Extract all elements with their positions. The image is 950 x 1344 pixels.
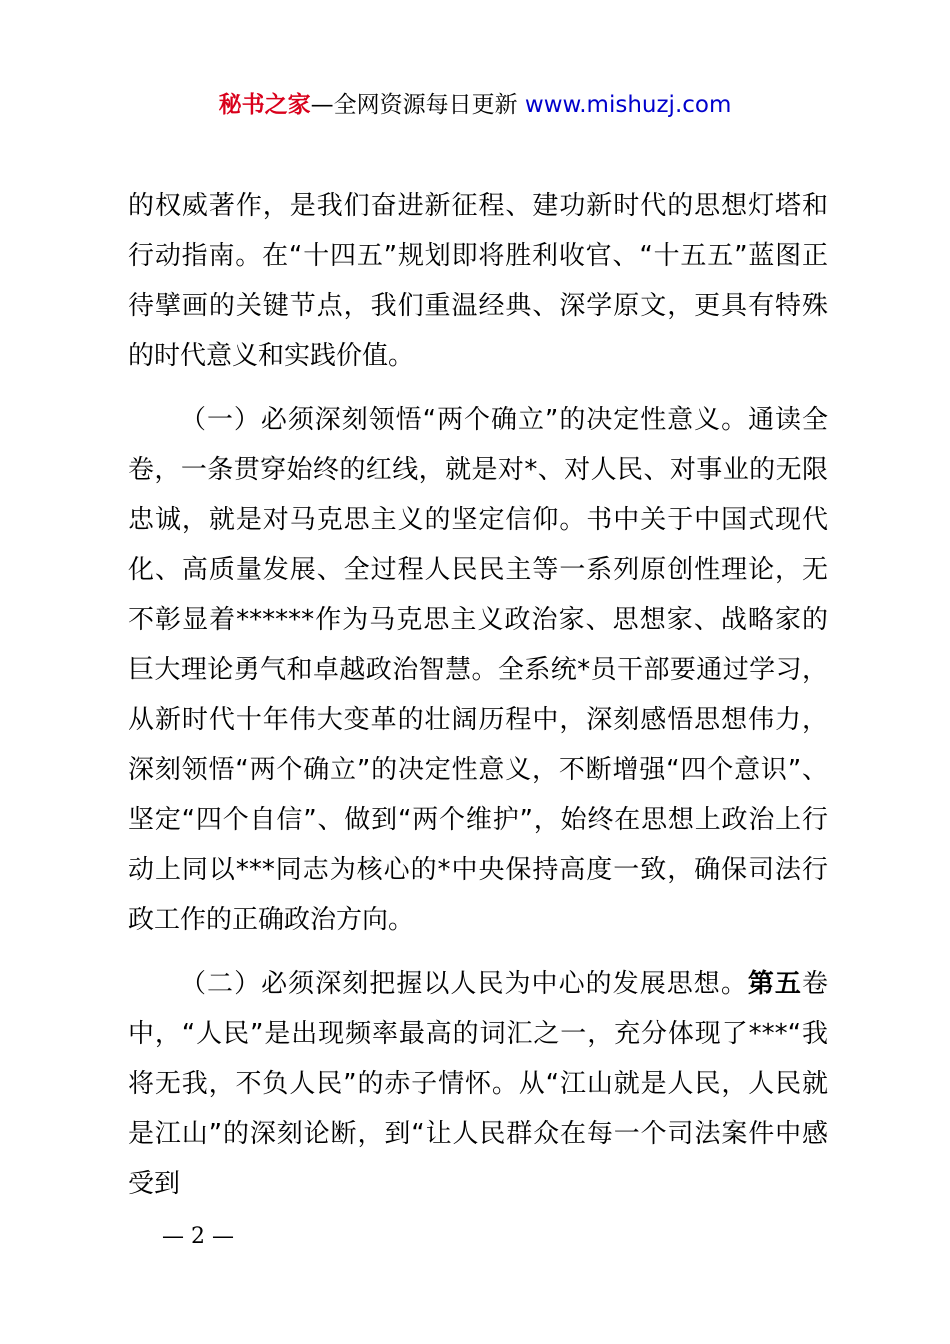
paragraph-section-one: （一）必须深刻领悟“两个确立”的决定性意义。通读全卷，一条贯穿始终的红线，就是对*、对人民、对事业的无限忠诚，就是对马克思主义的坚定信仰。书中关于中国式现代化、高质量发展、全过程人民民主等一系列原创性理论，无不彰显着******作为马克思主义政治家、思想家、战略家的巨大理论勇气和卓越政治智慧。全系统*员干部要通过学习，从新时代十年伟大变革的壮阔历程中，深刻感悟思想伟力，深刻领悟“两个确立”的决定性意义，不断增强“四个意识”、坚定“四个自信”、做到“两个维护”，始终在思想上政治上行动上同以***同志为核心的*中央保持高度一致，确保司法行政工作的正确政治方向。 (128, 405, 828, 935)
document-header (0, 88, 950, 122)
header-site-url[interactable]: www.mishuzj.com (524, 92, 732, 118)
paragraph-continuation: 的权威著作，是我们奋进新征程、建功新时代的思想灯塔和行动指南。在“十四五”规划即将胜利收官、“十五五”蓝图正待擘画的关键节点，我们重温经典、深学原文，更具有特殊的时代意义和实践价值。 (128, 191, 828, 371)
paragraph-section-two-bold: 第五 (747, 969, 802, 999)
page-number: — 2 — (162, 1224, 234, 1249)
header-tagline: —全网资源每日更新 (310, 92, 525, 118)
paragraph-section-two-heading: （二）必须深刻把握以人民为中心的发展思想。 (180, 969, 748, 999)
document-body (128, 181, 828, 1223)
paragraph-section-two-text: 卷中，“人民”是出现频率最高的词汇之一，充分体现了***“我将无我，不负人民”的赤子情怀。从“江山就是人民，人民就是江山”的深刻论断，到“让人民群众在每一个司法案件中感受到 (128, 969, 828, 1199)
header-brand: 秘书之家 (218, 92, 311, 118)
paragraph-section-two (128, 959, 828, 1209)
